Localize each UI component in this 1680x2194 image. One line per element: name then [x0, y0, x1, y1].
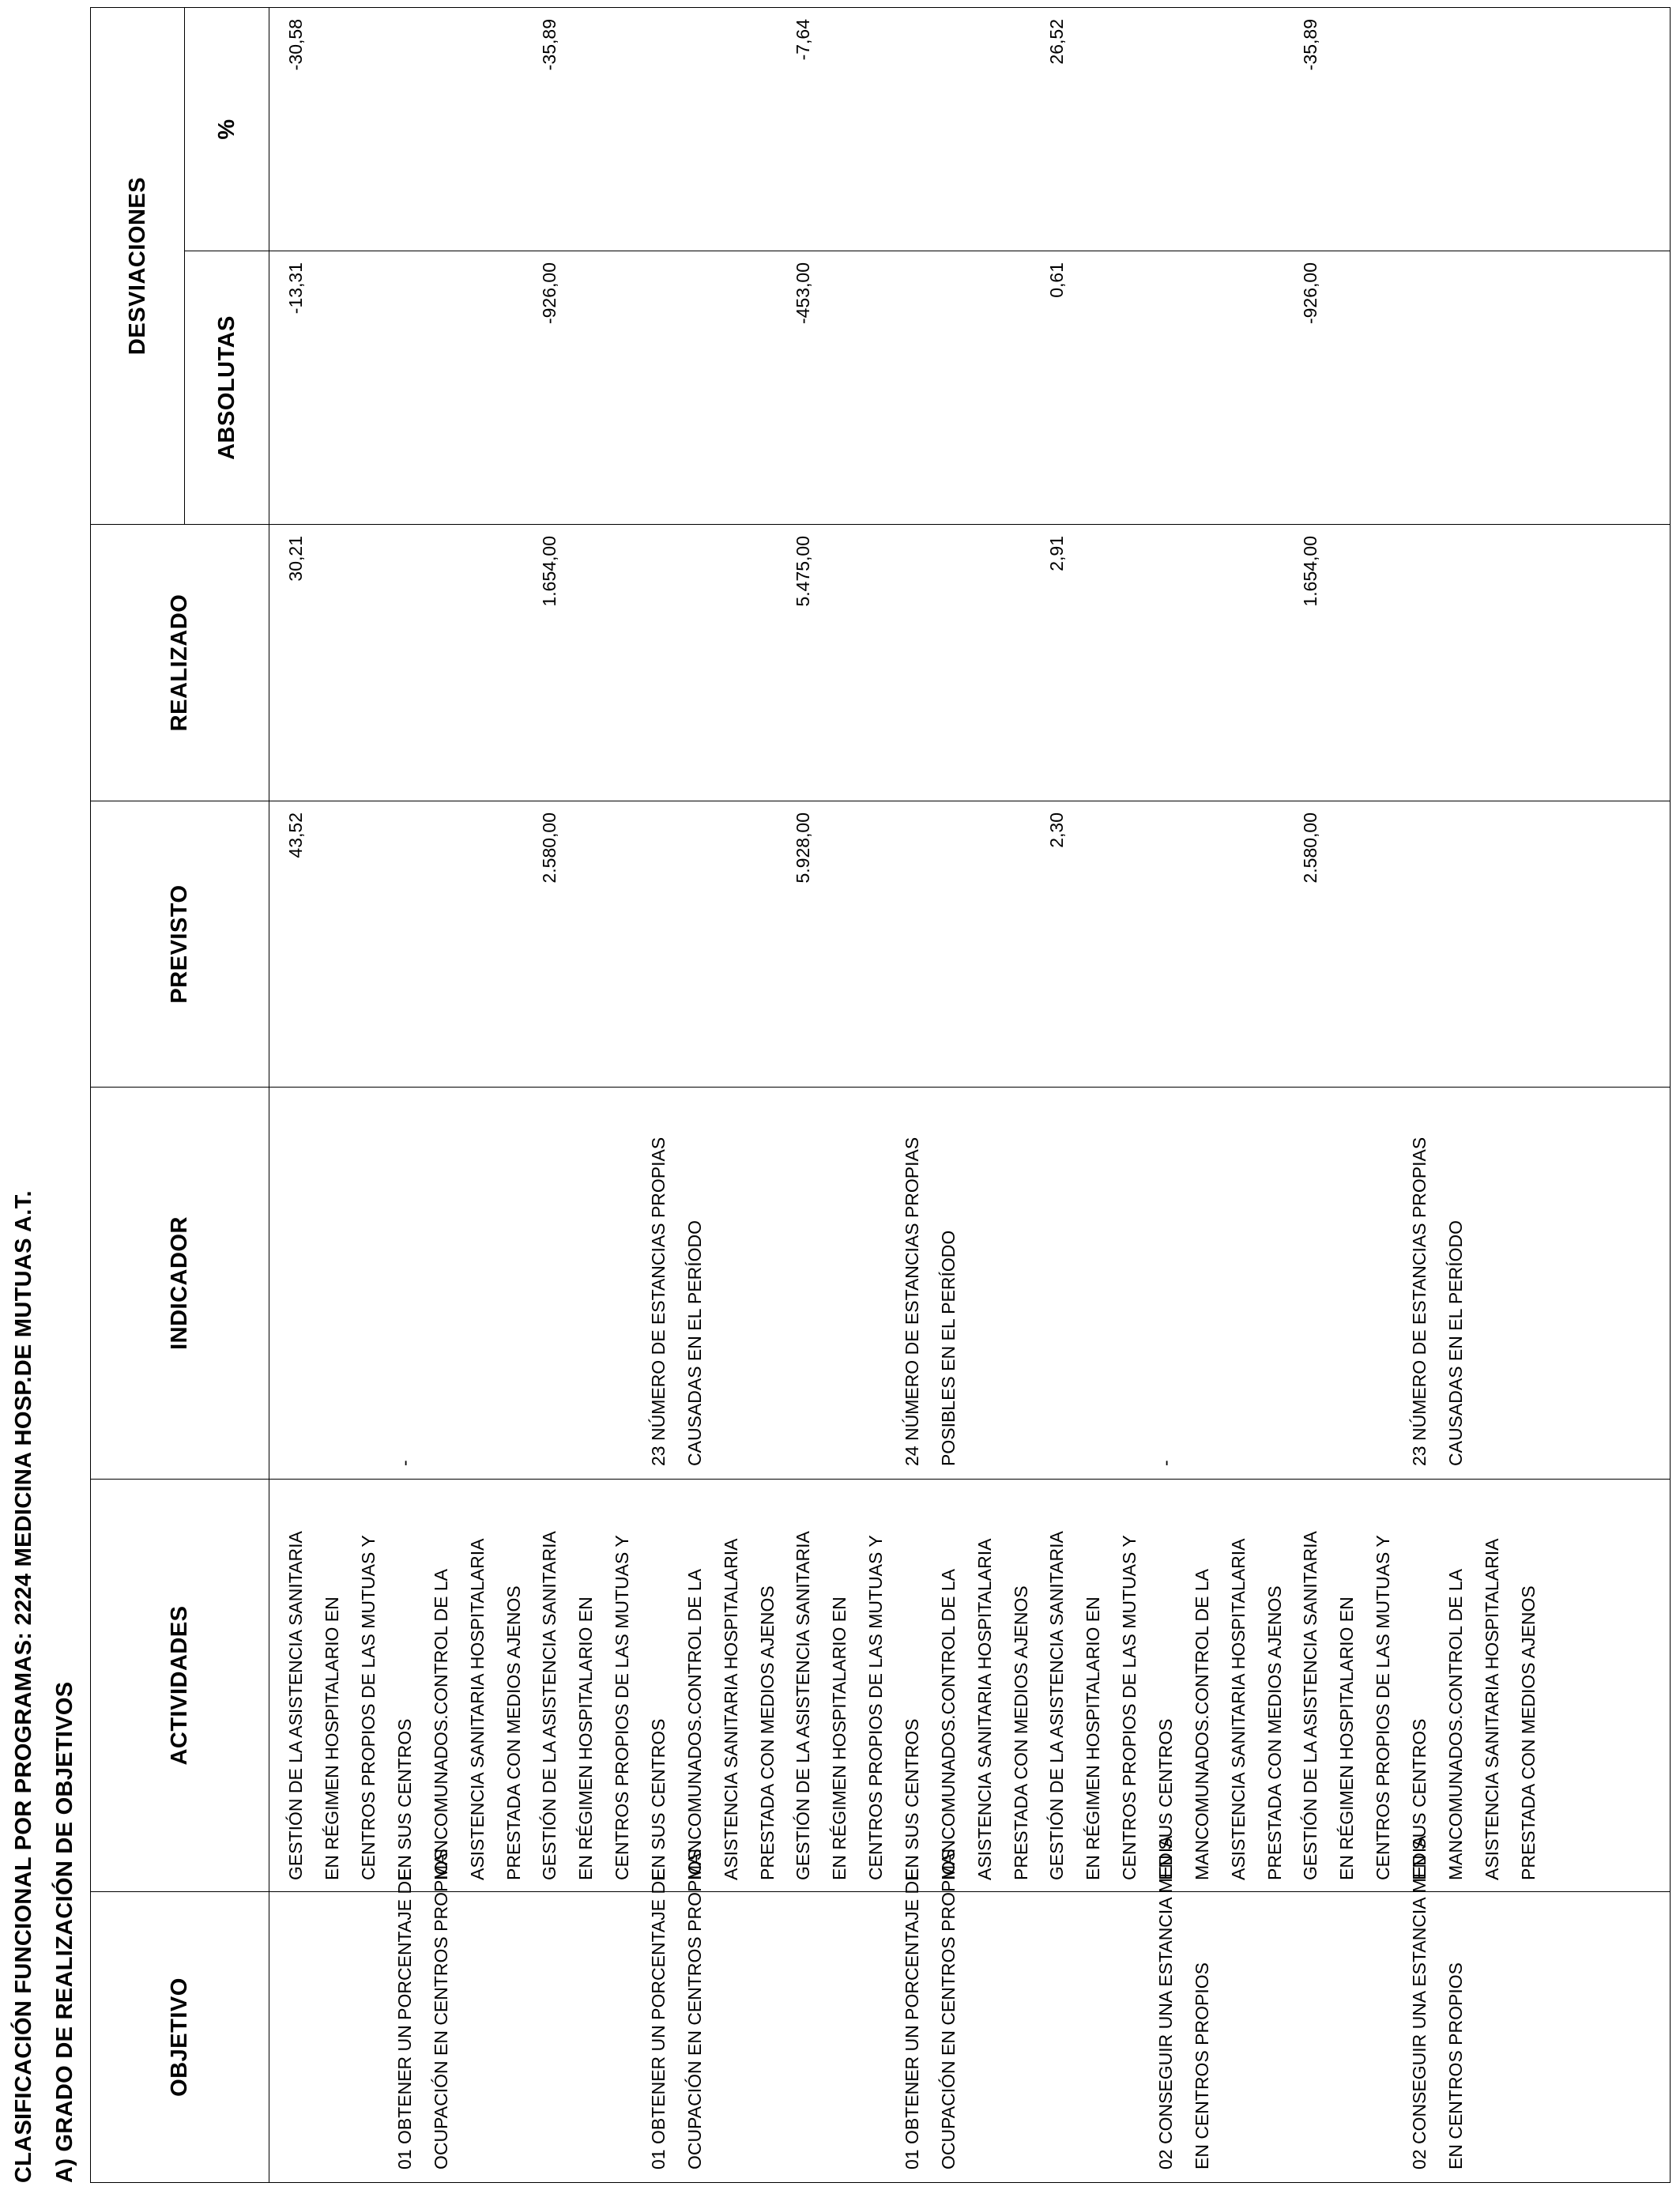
activity-line: ASISTENCIA SANITARIA HOSPITALARIA [1228, 1538, 1249, 1880]
indicador-text: CAUSADAS EN EL PERÍODO [684, 1220, 705, 1466]
objetivo-text: 01 OBTENER UN PORCENTAJE DE [648, 1868, 669, 2169]
activity-line: GESTIÓN DE LA ASISTENCIA SANITARIA [285, 1531, 306, 1880]
activity-line: GESTIÓN DE LA ASISTENCIA SANITARIA [1046, 1531, 1067, 1880]
indicador-text: 24 NÚMERO DE ESTANCIAS PROPIAS [902, 1137, 922, 1466]
header-actividades: ACTIVIDADES [91, 1480, 269, 1892]
header-objetivo: OBJETIVO [91, 1892, 269, 2183]
realizado-value: 1.654,00 [539, 536, 559, 607]
activity-line: MANCOMUNADOS.CONTROL DE LA [938, 1568, 959, 1880]
previsto-value: 2,30 [1046, 812, 1067, 848]
absolutas-column [269, 251, 1671, 525]
objetivo-text: 01 OBTENER UN PORCENTAJE DE [394, 1868, 415, 2169]
objetivo-text: 01 OBTENER UN PORCENTAJE DE [902, 1868, 922, 2169]
objetivo-text: EN CENTROS PROPIOS [1445, 1962, 1466, 2169]
realizado-value: 30,21 [285, 536, 306, 582]
objetivo-text: OCUPACIÓN EN CENTROS PROPIOS [431, 1849, 451, 2169]
activity-line: EN RÉGIMEN HOSPITALARIO EN [829, 1596, 849, 1880]
objetivo-text: OCUPACIÓN EN CENTROS PROPIOS [938, 1849, 959, 2169]
activity-line: CENTROS PROPIOS DE LAS MUTUAS Y [1119, 1535, 1139, 1880]
absolutas-value: -926,00 [1300, 262, 1320, 325]
activity-line: MANCOMUNADOS.CONTROL DE LA [1192, 1568, 1212, 1880]
previsto-value: 2.580,00 [1300, 812, 1320, 884]
activity-line: ASISTENCIA SANITARIA HOSPITALARIA [974, 1538, 995, 1880]
activity-line: EN RÉGIMEN HOSPITALARIO EN [575, 1596, 596, 1880]
document-title: CLASIFICACIÓN FUNCIONAL POR PROGRAMAS: 2224 MEDICINA HOSP.DE MUTUAS A.T. [11, 1190, 36, 2183]
objetivo-text: EN CENTROS PROPIOS [1192, 1962, 1212, 2169]
activity-line: MANCOMUNADOS.CONTROL DE LA [684, 1568, 705, 1880]
previsto-value: 5.928,00 [793, 812, 813, 884]
realizado-value: 1.654,00 [1300, 536, 1320, 607]
header-previsto: PREVISTO [91, 801, 269, 1088]
activity-line: ASISTENCIA SANITARIA HOSPITALARIA [1482, 1538, 1502, 1880]
absolutas-value: -13,31 [285, 262, 306, 315]
previsto-value: 43,52 [285, 812, 306, 858]
objetivo-text: OCUPACIÓN EN CENTROS PROPIOS [684, 1849, 705, 2169]
activity-line: EN SUS CENTROS [1155, 1718, 1176, 1880]
activity-line: PRESTADA CON MEDIOS AJENOS [1264, 1585, 1285, 1880]
header-realizado: REALIZADO [91, 525, 269, 801]
realizado-column [269, 525, 1671, 801]
activity-line: MANCOMUNADOS.CONTROL DE LA [431, 1568, 451, 1880]
activity-line: EN RÉGIMEN HOSPITALARIO EN [322, 1596, 342, 1880]
activity-line: EN RÉGIMEN HOSPITALARIO EN [1083, 1596, 1103, 1880]
objectives-table [90, 7, 1671, 2183]
indicador-text: - [394, 1460, 415, 1466]
table-body-row [269, 7, 1671, 2182]
realizado-value: 2,91 [1046, 536, 1067, 571]
porcentaje-value: 26,52 [1046, 18, 1067, 65]
objetivo-column [269, 1835, 1671, 2183]
indicador-text: - [1155, 1460, 1176, 1466]
activity-line: CENTROS PROPIOS DE LAS MUTUAS Y [865, 1535, 886, 1880]
porcentaje-value: -7,64 [793, 18, 813, 61]
activity-line: EN SUS CENTROS [648, 1718, 669, 1880]
objetivo-text: 02 CONSEGUIR UNA ESTANCIA MEDIA [1409, 1835, 1430, 2169]
activity-line: PRESTADA CON MEDIOS AJENOS [1011, 1585, 1031, 1880]
previsto-column [269, 801, 1671, 1088]
activity-line: PRESTADA CON MEDIOS AJENOS [503, 1585, 524, 1880]
header-absolutas: ABSOLUTAS [185, 251, 269, 525]
absolutas-value: -926,00 [539, 262, 559, 325]
porcentaje-value: -30,58 [285, 18, 306, 71]
document-subtitle: A) GRADO DE REALIZACIÓN DE OBJETIVOS [52, 1681, 77, 2183]
porcentaje-value: -35,89 [1300, 18, 1320, 71]
indicador-text: 23 NÚMERO DE ESTANCIAS PROPIAS [1409, 1137, 1430, 1466]
porcentaje-value: -35,89 [539, 18, 559, 71]
header-desviaciones: DESVIACIONES [91, 7, 185, 524]
objetivo-text: 02 CONSEGUIR UNA ESTANCIA MEDIA [1155, 1835, 1176, 2169]
activity-line: EN SUS CENTROS [1409, 1718, 1430, 1880]
activity-line: GESTIÓN DE LA ASISTENCIA SANITARIA [539, 1531, 559, 1880]
indicador-text: CAUSADAS EN EL PERÍODO [1445, 1220, 1466, 1466]
activity-line: CENTROS PROPIOS DE LAS MUTUAS Y [1373, 1535, 1393, 1880]
activity-line: PRESTADA CON MEDIOS AJENOS [757, 1585, 778, 1880]
activity-line: MANCOMUNADOS.CONTROL DE LA [1445, 1568, 1466, 1880]
actividades-column [269, 1480, 1671, 1892]
activity-line: CENTROS PROPIOS DE LAS MUTUAS Y [612, 1535, 632, 1880]
realizado-value: 5.475,00 [793, 536, 813, 607]
activity-line: EN SUS CENTROS [902, 1718, 922, 1880]
indicador-column [269, 1088, 1671, 1480]
activity-line: PRESTADA CON MEDIOS AJENOS [1518, 1585, 1539, 1880]
activity-line: GESTIÓN DE LA ASISTENCIA SANITARIA [793, 1531, 813, 1880]
porcentaje-column [269, 7, 1671, 251]
previsto-value: 2.580,00 [539, 812, 559, 884]
activity-line: EN SUS CENTROS [394, 1718, 415, 1880]
activity-line: GESTIÓN DE LA ASISTENCIA SANITARIA [1300, 1531, 1320, 1880]
header-indicador: INDICADOR [91, 1088, 269, 1480]
activity-line: EN RÉGIMEN HOSPITALARIO EN [1336, 1596, 1357, 1880]
activity-line: CENTROS PROPIOS DE LAS MUTUAS Y [358, 1535, 379, 1880]
activity-line: ASISTENCIA SANITARIA HOSPITALARIA [721, 1538, 741, 1880]
absolutas-value: -453,00 [793, 262, 813, 325]
absolutas-value: 0,61 [1046, 262, 1067, 298]
indicador-text: 23 NÚMERO DE ESTANCIAS PROPIAS [648, 1137, 669, 1466]
activity-line: ASISTENCIA SANITARIA HOSPITALARIA [467, 1538, 488, 1880]
header-porcentaje: % [185, 7, 269, 251]
indicador-text: POSIBLES EN EL PERÍODO [938, 1230, 959, 1466]
